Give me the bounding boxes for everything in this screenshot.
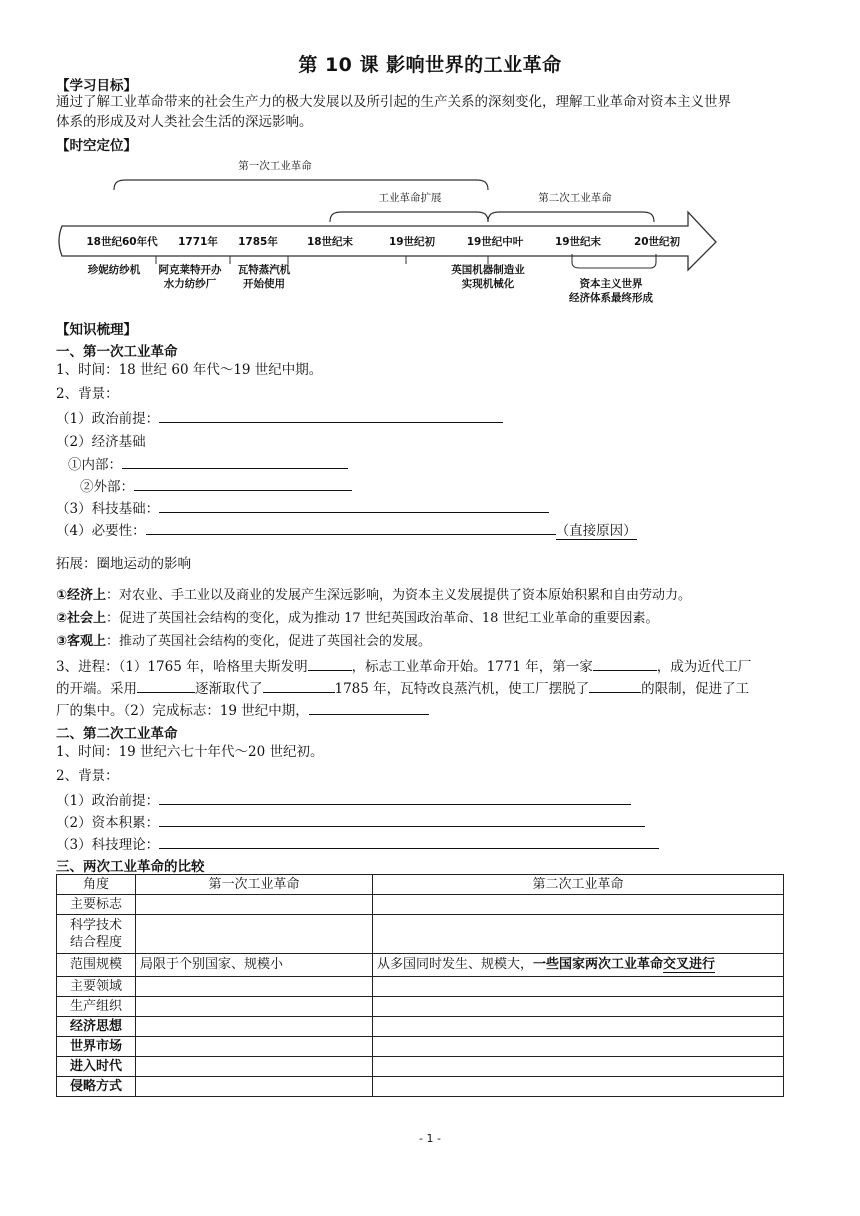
part1-background: 2、背景：: [56, 386, 119, 402]
table-row: [57, 1057, 784, 1077]
event-label: 经济体系最终形成: [569, 292, 653, 304]
process-text: ，成为近代工厂: [656, 659, 752, 675]
tick-label: 19世纪中叶: [466, 236, 524, 248]
part2-political-row: [56, 790, 631, 811]
label-expansion: 工业革命扩展: [378, 192, 442, 204]
label-first-revolution: 第一次工业革命: [238, 160, 312, 172]
part2-science-row: [56, 834, 659, 855]
part2-capital-row: [56, 812, 645, 833]
part1-external-row: [80, 476, 352, 497]
blank-replaced[interactable]: [263, 678, 335, 693]
extension-point-3: [56, 632, 431, 652]
event-label: 资本主义世界: [579, 278, 643, 290]
table-header-cell: 第一次工业革命: [136, 875, 373, 895]
process-line-1: [56, 656, 751, 677]
table-row: [57, 895, 784, 915]
part1-external-label: ②外部：: [80, 479, 134, 495]
blank-first-factory[interactable]: [593, 656, 657, 671]
part1-economic: （2）经济基础: [56, 434, 146, 450]
blank-political[interactable]: [159, 408, 503, 423]
cell-second[interactable]: [373, 977, 784, 997]
row-label-line: 科学技术: [69, 918, 122, 933]
blank-capital[interactable]: [159, 812, 645, 827]
timeline-heading: 【时空定位】: [56, 138, 137, 154]
cell-text-bold-underline: 交叉进行: [663, 957, 716, 972]
extension-point-2-label: ②社会上: [56, 611, 107, 626]
blank-restriction[interactable]: [589, 678, 641, 693]
part3-heading: 三、两次工业革命的比较: [56, 859, 205, 875]
tick-label: 18世纪60年代: [86, 236, 158, 248]
blank-tech[interactable]: [159, 498, 549, 513]
tick-label: 18世纪末: [306, 236, 354, 248]
row-label: 生产组织: [57, 997, 136, 1017]
part2-heading: 二、第二次工业革命: [56, 726, 178, 742]
process-text: ，标志工业革命开始。1771 年，第一家: [351, 659, 593, 675]
part2-political-label: （1）政治前提：: [56, 793, 160, 809]
cell-first[interactable]: [136, 997, 373, 1017]
row-label: 经济思想: [57, 1017, 136, 1037]
extension-point-1-text: ：对农业、手工业以及商业的发展产生深远影响，为资本主义发展提供了资本原始积累和自由劳动力。: [106, 588, 692, 603]
cell-second[interactable]: [373, 1037, 784, 1057]
part2-capital-label: （2）资本积累：: [56, 815, 160, 831]
table-row: [57, 954, 784, 977]
cell-text: 从多国同时发生、规模大，: [377, 957, 534, 972]
cell-first[interactable]: [136, 1077, 373, 1097]
part1-political-row: [56, 408, 503, 429]
extension-point-1: [56, 586, 691, 606]
part1-political-label: （1）政治前提：: [56, 411, 160, 427]
row-label: [57, 915, 136, 954]
page-number: - 1 -: [419, 1132, 441, 1145]
tick-label: 20世纪初: [633, 236, 681, 248]
cell-first[interactable]: [136, 1037, 373, 1057]
process-text: 逐渐取代了: [195, 681, 263, 697]
table-row: [57, 915, 784, 954]
table-row: [57, 1077, 784, 1097]
part1-internal-label: ①内部：: [68, 457, 122, 473]
cell-text-bold: 一些国家两次工业革命: [533, 957, 664, 972]
part2-background: 2、背景：: [56, 768, 119, 784]
cell-second[interactable]: [373, 1057, 784, 1077]
blank-necessity[interactable]: [146, 520, 556, 535]
cell-second[interactable]: [373, 1017, 784, 1037]
table-row: [57, 997, 784, 1017]
blank-political-2[interactable]: [159, 790, 631, 805]
blank-adopted[interactable]: [137, 678, 195, 693]
part1-tech-label: （3）科技基础：: [56, 501, 160, 517]
part1-heading: 一、第一次工业革命: [56, 344, 178, 360]
blank-internal[interactable]: [122, 454, 348, 469]
row-label: 范围规模: [57, 954, 136, 977]
extension-heading: 拓展：圈地运动的影响: [56, 556, 191, 572]
blank-science[interactable]: [159, 834, 659, 849]
process-text: 的限制，促进了工: [641, 681, 750, 697]
part2-science-label: （3）科技理论：: [56, 837, 160, 853]
row-label: 主要标志: [57, 895, 136, 915]
cell-first[interactable]: [136, 915, 373, 954]
event-label: 瓦特蒸汽机: [237, 264, 291, 276]
page-title: 第 10 课 影响世界的工业革命: [298, 54, 562, 76]
cell-first[interactable]: [136, 977, 373, 997]
process-text: 3、进程：（1）1765 年，哈格里夫斯发明: [56, 659, 308, 675]
knowledge-heading: 【知识梳理】: [56, 322, 137, 338]
bracket-first-revolution: [114, 180, 488, 190]
row-label: 侵略方式: [57, 1077, 136, 1097]
cell-second[interactable]: [373, 997, 784, 1017]
part2-time: 1、时间：19 世纪六七十年代～20 世纪初。: [56, 744, 324, 760]
event-label: 阿克莱特开办: [158, 264, 222, 276]
extension-point-2: [56, 609, 659, 629]
tick-label: 19世纪末: [554, 236, 602, 248]
comparison-table: [56, 874, 784, 1097]
necessity-note: （直接原因）: [555, 523, 637, 539]
table-row: [57, 977, 784, 997]
cell-first[interactable]: [136, 1017, 373, 1037]
process-text: 1785 年，瓦特改良蒸汽机，使工厂摆脱了: [334, 681, 590, 697]
part1-necessity-label: （4）必要性：: [56, 523, 146, 539]
extension-point-3-text: ：推动了英国社会结构的变化，促进了英国社会的发展。: [106, 634, 432, 649]
cell-second[interactable]: [373, 1077, 784, 1097]
extension-point-3-label: ③客观上: [56, 634, 107, 649]
event-label: 英国机器制造业: [451, 264, 525, 276]
tick-label: 1785年: [238, 236, 278, 248]
bracket-second-revolution: [488, 212, 654, 222]
process-line-2: [56, 678, 749, 699]
event-label: 开始使用: [243, 278, 285, 290]
part1-necessity-row: [56, 520, 637, 541]
tick-label: 1771年: [178, 236, 218, 248]
tick-label: 19世纪初: [388, 236, 436, 248]
table-header-row: [57, 875, 784, 895]
extension-point-2-text: ：促进了英国社会结构的变化，成为推动 17 世纪英国政治革命、18 世纪工业革命的重要因素。: [106, 611, 659, 626]
process-text: 的开端。采用: [56, 681, 137, 697]
row-label: 进入时代: [57, 1057, 136, 1077]
row-label: 主要领域: [57, 977, 136, 997]
event-label: 实现机械化: [461, 278, 515, 290]
objectives-heading: 【学习目标】: [56, 78, 137, 94]
event-label: 水力纺纱厂: [163, 278, 217, 290]
event-label: 珍妮纺纱机: [87, 264, 141, 276]
cell-first[interactable]: [136, 1057, 373, 1077]
part1-tech-row: [56, 498, 549, 519]
table-header-cell: 角度: [57, 875, 136, 895]
blank-invention[interactable]: [308, 656, 352, 671]
cell-second[interactable]: [373, 895, 784, 915]
row-label: 世界市场: [57, 1037, 136, 1057]
part1-internal-row: [68, 454, 348, 475]
cell-second[interactable]: [373, 915, 784, 954]
blank-completion[interactable]: [309, 700, 429, 715]
objectives-text-line1: 通过了解工业革命带来的社会生产力的极大发展以及所引起的生产关系的深刻变化，理解工业革命对资本主义世界: [56, 94, 731, 110]
label-second-revolution: 第二次工业革命: [538, 192, 612, 204]
objectives-text-line2: 体系的形成及对人类社会生活的深远影响。: [56, 114, 313, 130]
cell-first: 局限于个别国家、规模小: [136, 954, 373, 977]
table-row: [57, 1017, 784, 1037]
process-line-3: [56, 700, 429, 721]
extension-point-1-label: ①经济上: [56, 588, 107, 603]
cell-second: [373, 954, 784, 977]
part1-time: 1、时间：18 世纪 60 年代～19 世纪中期。: [56, 362, 323, 378]
blank-external[interactable]: [134, 476, 352, 491]
process-text: 厂的集中。（2）完成标志：19 世纪中期，: [56, 703, 309, 719]
table-row: [57, 1037, 784, 1057]
table-header-cell: 第二次工业革命: [373, 875, 784, 895]
bracket-expansion: [330, 212, 488, 222]
cell-first[interactable]: [136, 895, 373, 915]
row-label-line: 结合程度: [69, 935, 122, 950]
